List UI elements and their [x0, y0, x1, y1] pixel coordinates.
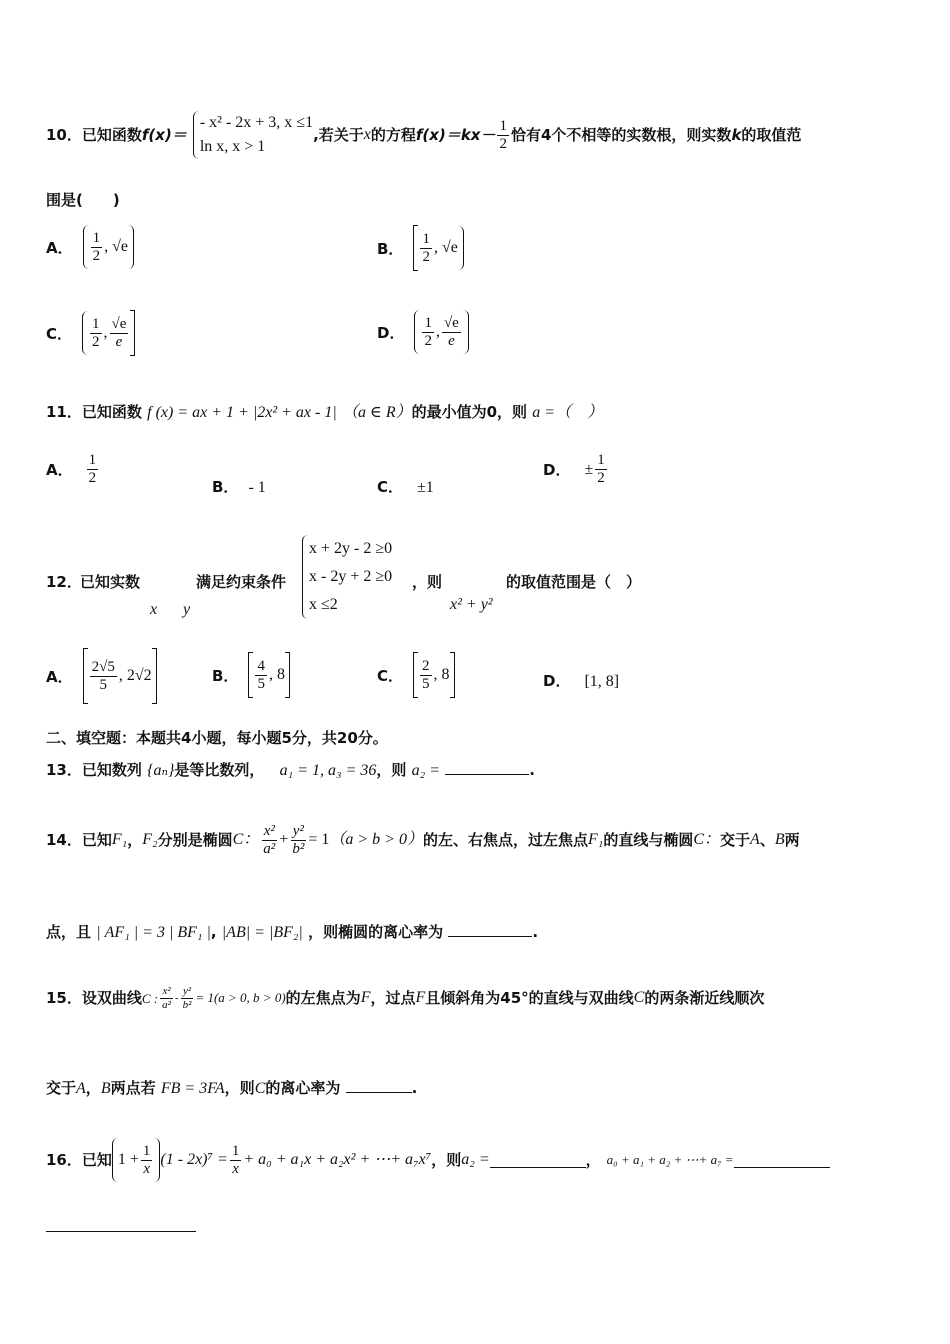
answer-blank[interactable] — [490, 1153, 586, 1168]
answer-blank[interactable] — [445, 760, 529, 775]
hyperbola-y-term: $\frac{\text{y²}}{\text{b²}}$ — [182, 984, 192, 1011]
constraint-system: x + 2y - 2 ≥0 x - 2y + 2 ≥0 x ≤2 — [302, 535, 392, 619]
question-15-line-2: 交于A，B两点若 FB = 3FA，则C的离心率为 . — [46, 1079, 418, 1097]
ellipse-y-term: $\frac{\text{y²}}{\text{b²}}$ — [292, 822, 305, 857]
question-13: 13．已知数列 {aₙ}是等比数列， a₁ = 1, a₃ = 36，则 a₂ = . — [46, 761, 535, 779]
option-c[interactable]: C． $\frac{2}{5}$ , 8 — [377, 652, 455, 698]
question-number: 13． — [46, 761, 82, 779]
question-number: 16． — [46, 1151, 82, 1169]
question-number: 12． — [46, 573, 82, 591]
question-number: 14． — [46, 831, 82, 849]
answer-blank[interactable] — [448, 922, 532, 937]
piecewise-function: - x² - 2x + 3, x ≤1 ln x, x > 1 — [193, 111, 313, 159]
question-10: 10． 已知函数 f(x)＝ - x² - 2x + 3, x ≤1 ln x, x > 1 ,若关于 x 的方程 f(x)＝kx－ $\frac{1}{2}$ 恰有4个不相等的实数根，则实数 k 的取值范 — [46, 105, 904, 165]
question-16: 16． 已知 1 + $\frac{1}{x}$ (1 - 2x)⁷ = $\frac{1}{x}$ + a₀ + a₁x + a₂x² + ⋯+ a₇x⁷ ，则 a₂ = ， a₀ + a₁ + a₂ + ⋯+ a₇ = — [46, 1132, 904, 1188]
footnote-divider — [46, 1231, 196, 1232]
option-a[interactable]: A． $\frac{1}{2}$ , √e — [46, 225, 134, 269]
question-number: 10． — [46, 126, 82, 144]
option-c[interactable]: C． ±1 — [377, 478, 434, 496]
option-d[interactable]: D． ± $\frac{1}{2}$ — [543, 452, 605, 486]
option-a[interactable]: A． $\frac{1}{2}$ — [46, 452, 97, 486]
question-10-line-2: 围是( ) — [46, 191, 120, 209]
option-d[interactable]: D． [1, 8] — [543, 672, 620, 690]
question-11: 11．已知函数 f (x) = ax + 1 + |2x² + ax - 1| （a ∈ R）的最小值为0，则 a =（ ） — [46, 403, 604, 421]
answer-blank[interactable] — [346, 1078, 412, 1093]
question-15: 15． 设双曲线 C : $\frac{\text{x²}}{\text{a²}}$ - $\frac{\text{y²}}{\text{b²}}$ = 1(a > 0, b > 0) 的左焦点为 F ，过点 F 且倾斜角为45°的直线与双曲线 C 的两条渐近线顺次 — [46, 984, 765, 1011]
question-14-line-2: 点，且 | AF₁ | = 3 | BF₁ |, |AB| = |BF₂| ，则椭圆的离心率为 . — [46, 923, 539, 941]
option-c[interactable]: C． $\frac{1}{2}$ , $\frac{√e}{e}$ — [46, 310, 135, 356]
option-b[interactable]: B． $\frac{1}{2}$ , √e — [377, 225, 464, 271]
option-b[interactable]: B． $\frac{4}{5}$ , 8 — [212, 652, 290, 698]
ellipse-x-term: $\frac{\text{x²}}{\text{a²}}$ — [263, 822, 276, 857]
question-number: 15． — [46, 989, 82, 1007]
option-a[interactable]: A． $\frac{2√5}{5}$ , 2√2 — [46, 648, 157, 704]
section-heading: 二、填空题：本题共4小题，每小题5分，共20分。 — [46, 729, 388, 747]
question-12: 12． 已知实数 x y 满足约束条件 x + 2y - 2 ≥0 x - 2y + 2 ≥0 x ≤2 ，则 x² + y² 的取值范围是（ ） — [46, 535, 904, 619]
hyperbola-x-term: $\frac{\text{x²}}{\text{a²}}$ — [162, 984, 171, 1011]
option-b[interactable]: B． - 1 — [212, 478, 266, 496]
question-number: 11． — [46, 403, 82, 421]
question-14: 14． 已知 F₁ ， F₂ 分别是椭圆 C： $\frac{\text{x²}}{\text{a²}}$ + $\frac{\text{y²}}{\text{b²}}$ = 1 （a > b > 0） 的左、右焦点，过左焦点 F₁ 的直线与椭圆 C： 交于 A 、 B 两 — [46, 822, 800, 857]
option-d[interactable]: D． $\frac{1}{2}$ , $\frac{√e}{e}$ — [377, 310, 469, 354]
answer-blank[interactable] — [734, 1153, 830, 1168]
fraction: $\frac{1}{2}$ — [499, 117, 507, 152]
